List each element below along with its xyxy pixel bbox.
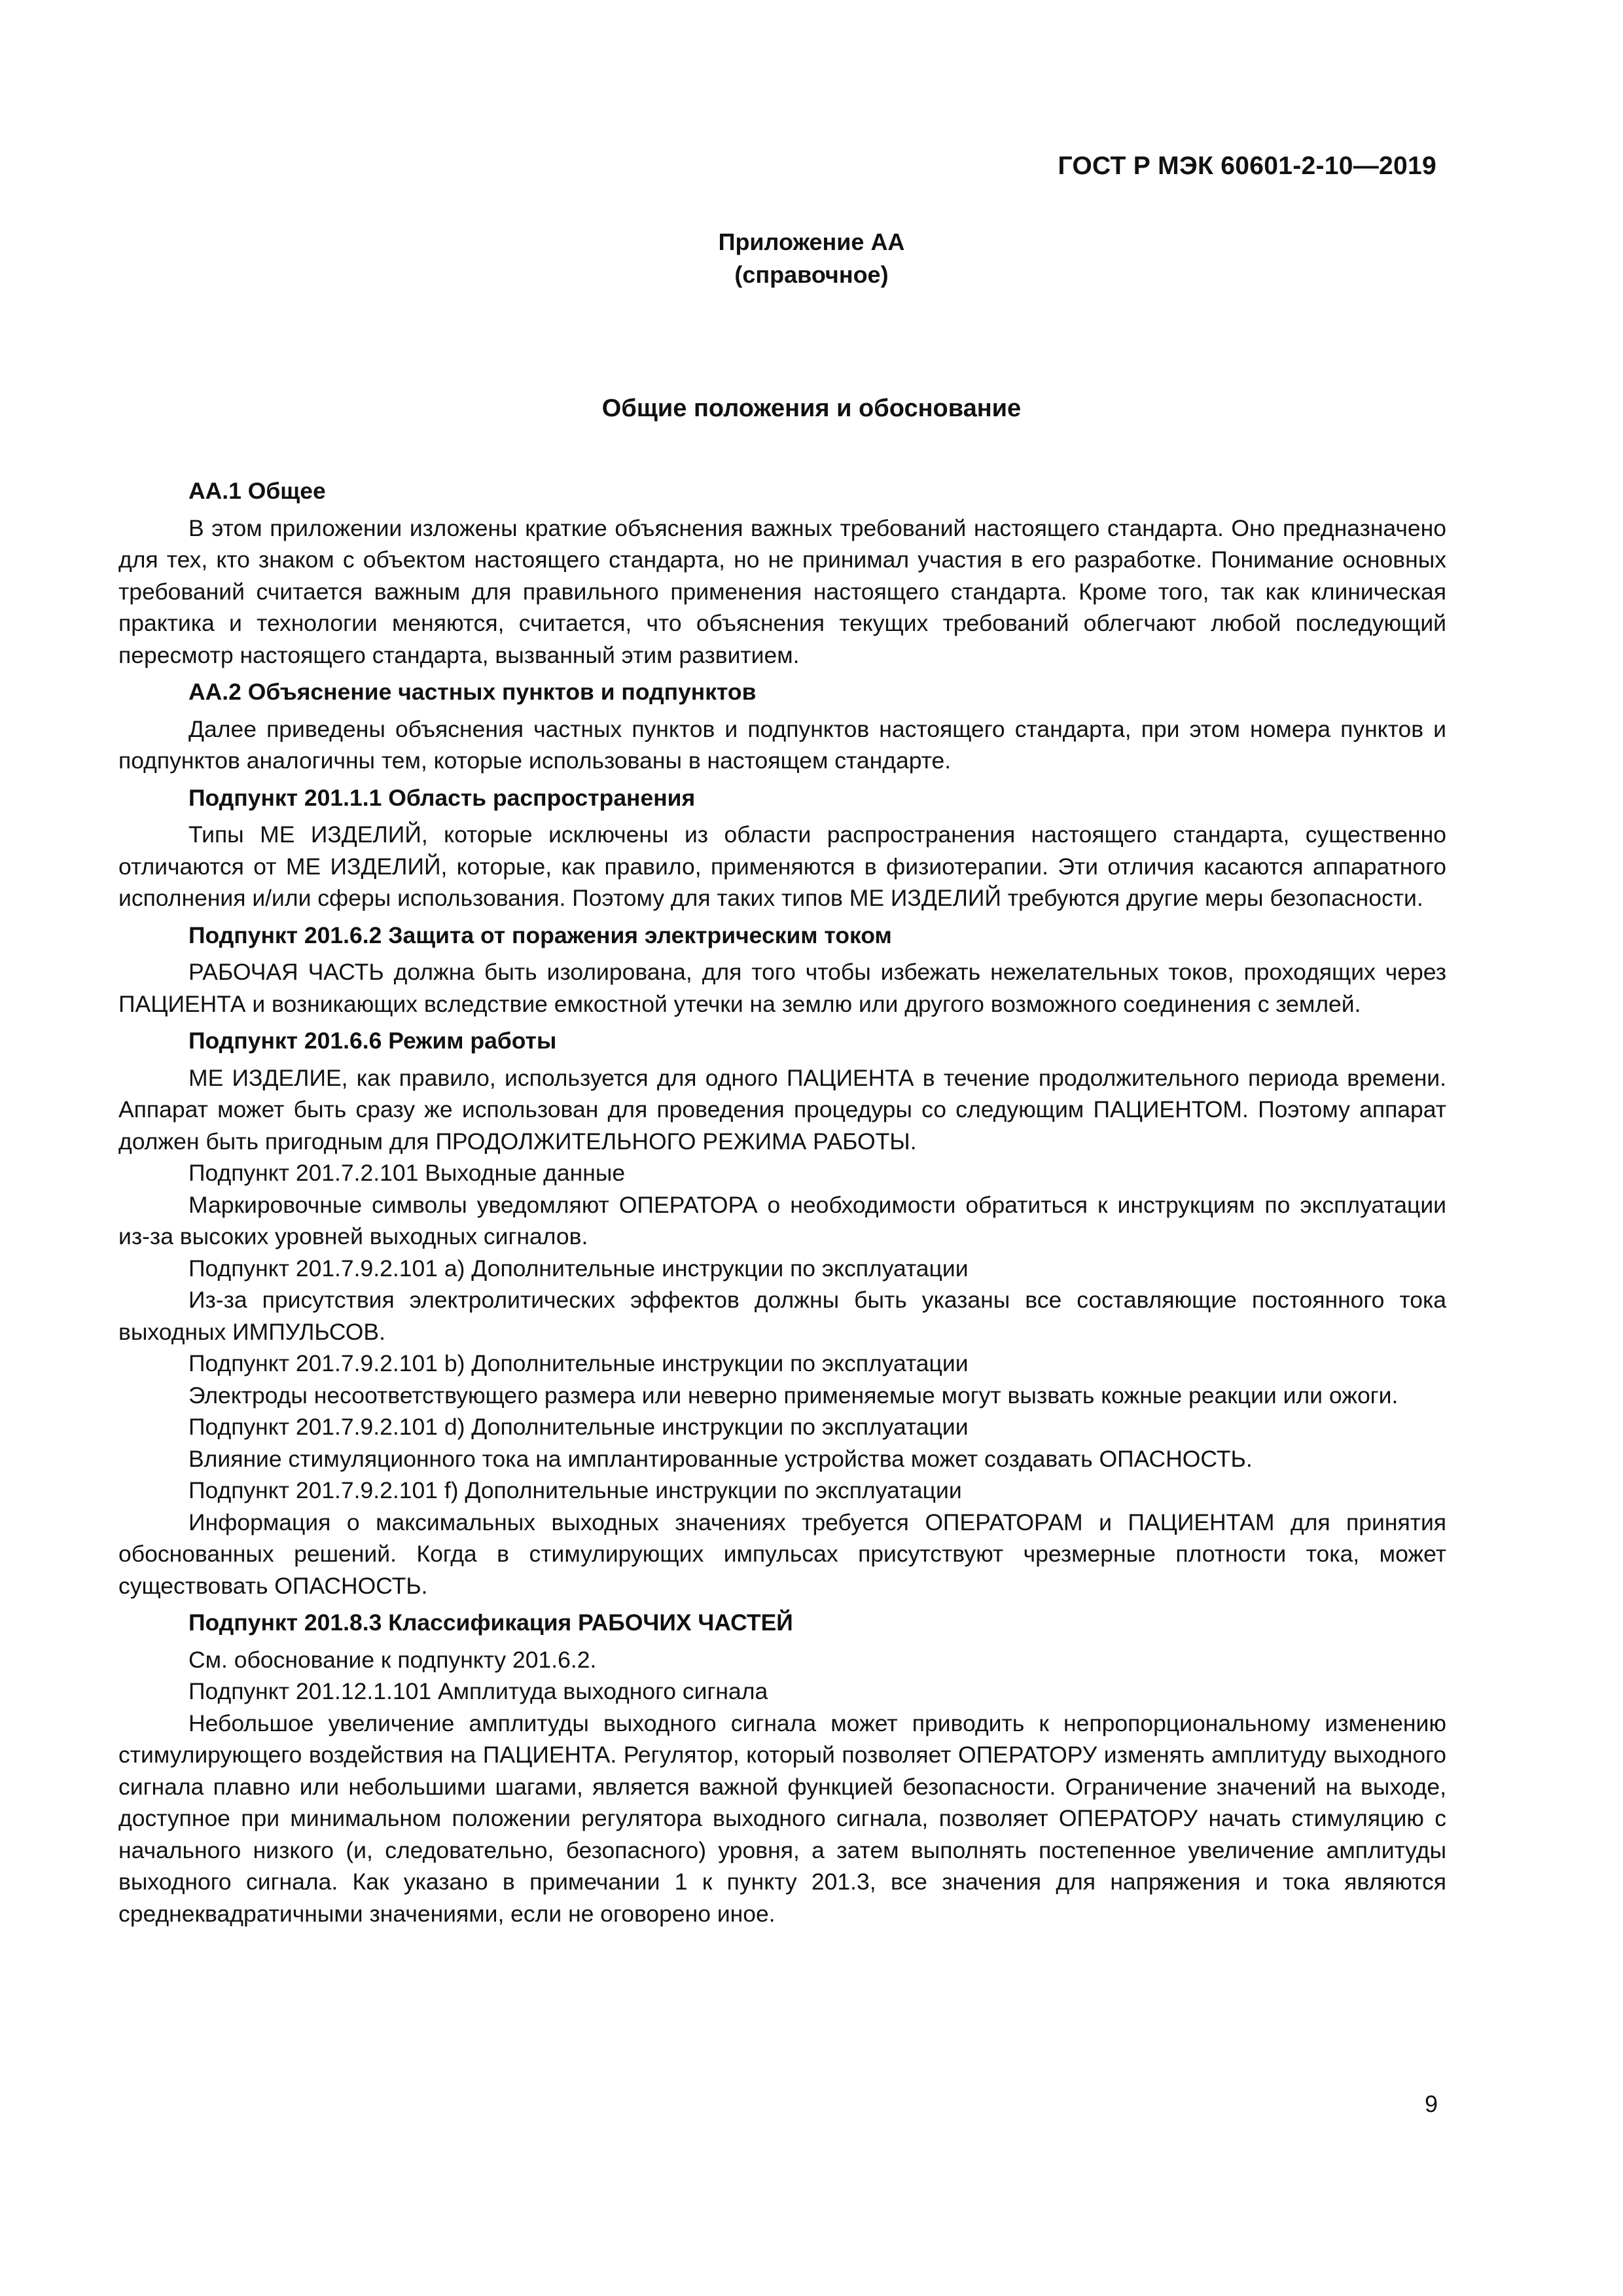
paragraph: Информация о максимальных выходных значениях требуется ОПЕРАТОРАМ и ПАЦИЕНТАМ для принятия обоснованных решений. Когда в стимулирующих импульсах присутствуют чрезмерные плотности тока, может существовать ОПАСНОСТЬ. bbox=[118, 1509, 1446, 1599]
subsection-label: Подпункт 201.7.9.2.101 f) Дополнительные инструкции по эксплуатации bbox=[188, 1477, 962, 1503]
paragraph: МЕ ИЗДЕЛИЕ, как правило, используется для одного ПАЦИЕНТА в течение продолжительного периода времени. Аппарат может быть сразу же использован для проведения процедуры со следующим ПАЦИЕНТОМ. Поэтому аппарат должен быть пригодным для ПРОДОЛЖИТЕЛЬНОГО РЕЖИМА РАБОТЫ. bbox=[118, 1064, 1446, 1155]
standard-code: ГОСТ Р МЭК 60601-2-10—2019 bbox=[1058, 152, 1436, 180]
subsection-label: Подпункт 201.7.9.2.101 а) Дополнительные инструкции по эксплуатации bbox=[188, 1255, 969, 1282]
page-number: 9 bbox=[1424, 2090, 1438, 2117]
subsection-label: Подпункт 201.12.1.101 Амплитуда выходного сигнала bbox=[188, 1678, 768, 1704]
subsection-label: Подпункт 201.7.9.2.101 d) Дополнительные инструкции по эксплуатации bbox=[188, 1414, 969, 1440]
subsection-heading: Подпункт 201.6.6 Режим работы bbox=[188, 1028, 557, 1054]
subsection-heading: Подпункт 201.6.2 Защита от поражения электрическим током bbox=[188, 922, 892, 948]
appendix-label: Приложение АА bbox=[718, 228, 905, 255]
paragraph: Маркировочные символы уведомляют ОПЕРАТОРА о необходимости обратиться к инструкциям по эксплуатации из-за высоких уровней выходных сигналов. bbox=[118, 1191, 1446, 1249]
subsection-heading: Подпункт 201.1.1 Область распространения bbox=[188, 784, 696, 811]
paragraph: Из-за присутствия электролитических эффектов должны быть указаны все составляющие постоянного тока выходных ИМПУЛЬСОВ. bbox=[118, 1287, 1446, 1345]
paragraph: В этом приложении изложены краткие объяснения важных требований настоящего стандарта. Оно предназначено для тех, кто знаком с объектом настоящего стандарта, но не принимал участия в его разработке. Понимание основных требований считается важным для правильного применения настоящего стандарта. Кроме того, так как клиническая практика и технологии меняются, считается, что объяснения текущих требований облегчают любой последующий пересмотр настоящего стандарта, вызванный этим развитием. bbox=[118, 514, 1446, 668]
subsection-heading: Подпункт 201.8.3 Классификация РАБОЧИХ ЧАСТЕЙ bbox=[188, 1609, 793, 1636]
section-heading: АА.2 Объяснение частных пунктов и подпунктов bbox=[188, 679, 757, 705]
document-title: Общие положения и обоснование bbox=[601, 395, 1022, 422]
appendix-kind: (справочное) bbox=[734, 261, 889, 288]
paragraph: РАБОЧАЯ ЧАСТЬ должна быть изолирована, для того чтобы избежать нежелательных токов, проходящих через ПАЦИЕНТА и возникающих вследствие емкостной утечки на землю или другого возможного соединения с землей. bbox=[118, 959, 1446, 1017]
subsection-label: Подпункт 201.7.2.101 Выходные данные bbox=[188, 1160, 626, 1186]
paragraph: См. обоснование к подпункту 201.6.2. bbox=[188, 1646, 597, 1673]
document-body bbox=[118, 475, 1446, 1929]
paragraph: Небольшое увеличение амплитуды выходного сигнала может приводить к непропорциональному изменению стимулирующего воздействия на ПАЦИЕНТА. Регулятор, который позволяет ОПЕРАТОРУ изменять амплитуду выходного сигнала плавно или небольшими шагами, является важной функцией безопасности. Ограничение значений на выходе, доступное при минимальном положении регулятора выходного сигнала, позволяет ОПЕРАТОРУ начать стимуляцию с начального низкого (и, следовательно, безопасного) уровня, а затем выполнять постепенное увеличение амплитуды выходного сигнала. Как указано в примечании 1 к пункту 201.3, все значения для напряжения и тока являются среднеквадратичными значениями, если не оговорено иное. bbox=[118, 1710, 1446, 1927]
subsection-label: Подпункт 201.7.9.2.101 b) Дополнительные инструкции по эксплуатации bbox=[188, 1350, 969, 1376]
paragraph: Влияние стимуляционного тока на имплантированные устройства может создавать ОПАСНОСТЬ. bbox=[188, 1445, 1253, 1472]
appendix-heading bbox=[0, 226, 1623, 291]
paragraph: Электроды несоответствующего размера или неверно применяемые могут вызвать кожные реакции или ожоги. bbox=[188, 1382, 1399, 1408]
paragraph: Типы МЕ ИЗДЕЛИЙ, которые исключены из области распространения настоящего стандарта, существенно отличаются от МЕ ИЗДЕЛИЙ, которые, как правило, применяются в физиотерапии. Эти отличия касаются аппаратного исполнения и/или сферы использования. Поэтому для таких типов МЕ ИЗДЕЛИЙ требуются другие меры безопасности. bbox=[118, 821, 1446, 911]
section-heading: АА.1 Общее bbox=[188, 478, 326, 504]
paragraph: Далее приведены объяснения частных пунктов и подпунктов настоящего стандарта, при этом номера пунктов и подпунктов аналогичны тем, которые использованы в настоящем стандарте. bbox=[118, 715, 1446, 774]
